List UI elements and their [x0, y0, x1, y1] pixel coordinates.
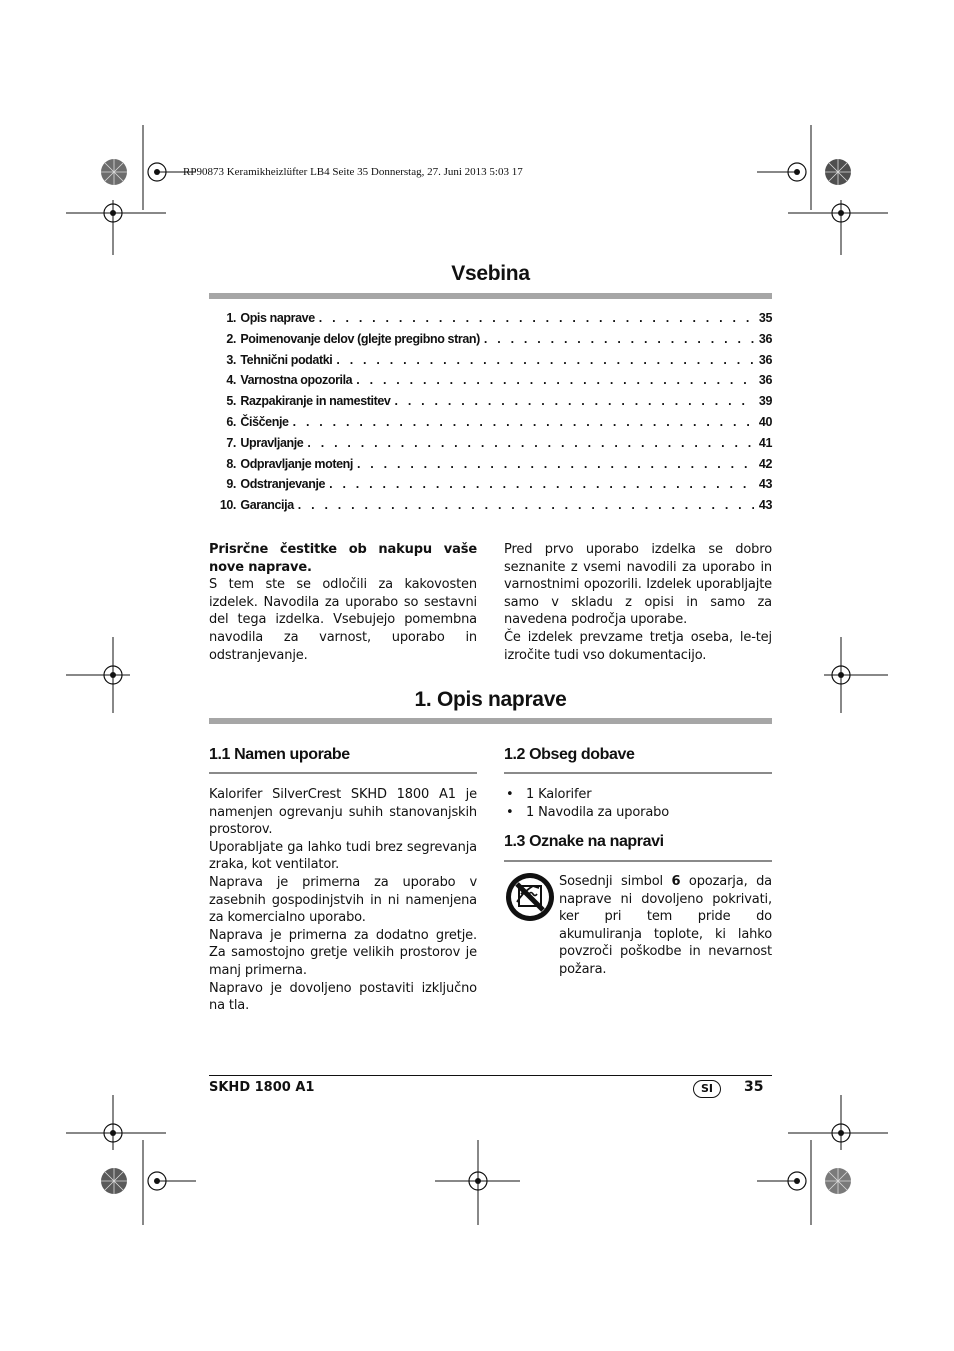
toc-number: 5.: [226, 394, 236, 409]
toc-title-bar: [209, 293, 772, 299]
intro-paragraph: Če izdelek prevzame tretja oseba, le-tej izročite tudi vso dokumentacijo.: [504, 629, 772, 663]
intro-left-column: [209, 541, 477, 664]
list-item: • 1 Navodila za uporabo: [504, 804, 772, 822]
marking-text-start: Sosednji simbol: [559, 874, 672, 889]
toc-title: Vsebina: [451, 262, 530, 285]
subsection-rule: [209, 772, 477, 774]
toc-leader: [294, 498, 754, 512]
toc-entry[interactable]: [209, 457, 772, 478]
intro-heading: Prisrčne čestitke ob nakupu vaše nove naprave.: [209, 542, 477, 575]
toc-entry-title: Odpravljanje motenj: [240, 456, 353, 471]
toc-entry-title: Čiščenje: [240, 414, 289, 429]
toc-number: 8.: [226, 456, 236, 471]
marking-text-end: opozarja, da naprave ni dovoljeno pokrivati, ker pri tem pride do akumuliranja toplote, ki lahko povzroči poškodbe in nevarnost požara.: [559, 874, 772, 977]
toc-number: 3.: [226, 352, 236, 367]
toc-number: 6.: [226, 414, 236, 429]
symbol-number: 6: [671, 874, 681, 889]
toc-entry[interactable]: [209, 436, 772, 457]
toc-leader: [332, 353, 754, 367]
intro-right-column: [504, 541, 772, 664]
table-of-contents: [209, 311, 772, 519]
subsection-rule: [504, 772, 772, 774]
toc-entry-title: Razpakiranje in namestitev: [240, 394, 391, 409]
toc-page-number: 43: [758, 498, 772, 513]
toc-number: 2.: [226, 331, 236, 346]
toc-entry[interactable]: [209, 353, 772, 374]
toc-entry[interactable]: [209, 498, 772, 519]
print-slug: RP90873 Keramikheizlüfter LB4 Seite 35 Donnerstag, 27. Juni 2013 5:03 17: [183, 166, 523, 178]
paragraph: Uporabljate ga lahko tudi brez segrevanja zraka, kot ventilator.: [209, 839, 477, 873]
section-title-bar: [209, 718, 772, 724]
toc-entry[interactable]: [209, 332, 772, 353]
section-title: 1. Opis naprave: [414, 688, 567, 711]
toc-entry-title: Poimenovanje delov (glejte pregibno stran): [240, 331, 480, 346]
toc-page-number: 41: [758, 435, 772, 450]
toc-number: 7.: [226, 435, 236, 450]
intended-use-text: [209, 786, 477, 1015]
toc-number: 1.: [226, 311, 236, 325]
toc-entry[interactable]: [209, 311, 772, 332]
toc-number: 4.: [226, 373, 236, 388]
paragraph: Kalorifer SilverCrest SKHD 1800 A1 je namenjen ogrevanju suhih stanovanjskih prostorov.: [209, 787, 477, 838]
toc-entry-title: Garancija: [240, 498, 294, 513]
paragraph: Naprava je primerna za dodatno gretje. Za samostojno gretje velikih prostorov je manj primerna.: [209, 927, 477, 978]
toc-leader: [480, 332, 754, 346]
toc-entry-title: Upravljanje: [240, 435, 304, 450]
toc-page-number: 36: [758, 352, 772, 367]
toc-leader: [315, 311, 754, 325]
toc-entry[interactable]: [209, 373, 772, 394]
toc-page-number: 35: [758, 311, 772, 325]
toc-entry-title: Odstranjevanje: [240, 477, 326, 492]
toc-entry[interactable]: [209, 477, 772, 498]
subsection-title: 1.3 Oznake na napravi: [504, 833, 664, 850]
toc-leader: [303, 436, 754, 450]
footer-rule: [209, 1075, 772, 1076]
toc-leader: [390, 394, 754, 408]
toc-number: 9.: [226, 477, 236, 492]
toc-page-number: 40: [758, 414, 772, 429]
toc-leader: [352, 373, 754, 387]
language-badge: SI: [693, 1080, 721, 1098]
subsection-rule: [504, 860, 772, 862]
toc-leader: [289, 415, 754, 429]
toc-leader: [353, 457, 754, 471]
toc-entry[interactable]: [209, 415, 772, 436]
toc-number: 10.: [219, 498, 236, 513]
toc-entry-title: Opis naprave: [240, 311, 315, 325]
paragraph: Naprava je primerna za uporabo v zasebnih gospodinjstvih in ni namenjena za komercialno uporabo.: [209, 874, 477, 926]
subsection-title: 1.1 Namen uporabe: [209, 746, 350, 763]
page-number: 35: [744, 1079, 764, 1095]
toc-page-number: 42: [758, 456, 772, 471]
scope-of-delivery: [504, 786, 772, 821]
do-not-cover-icon: [505, 872, 555, 922]
intro-text: S tem ste se odločili za kakovosten izdelek. Navodila za uporabo so sestavni del tega izdelka. Vsebujejo pomembna navodila za varnost, uporabo in odstranjevanje.: [209, 577, 477, 663]
paragraph: Napravo je dovoljeno postaviti izključno na tla.: [209, 980, 477, 1014]
toc-leader: [325, 477, 754, 491]
toc-entry-title: Varnostna opozorila: [240, 373, 353, 388]
toc-page-number: 36: [758, 373, 772, 388]
marking-text: [559, 873, 772, 979]
footer-model: SKHD 1800 A1: [209, 1080, 315, 1095]
intro-paragraph: Pred prvo uporabo izdelka se dobro seznanite z vsemi navodili za uporabo in varnostnimi opozorili. Izdelek uporabljajte samo v skladu z opisi in samo za navedena področja uporabe.: [504, 542, 772, 628]
subsection-title: 1.2 Obseg dobave: [504, 746, 635, 763]
toc-page-number: 43: [758, 477, 772, 492]
toc-entry[interactable]: [209, 394, 772, 415]
toc-page-number: 39: [758, 394, 772, 409]
list-item: • 1 Kalorifer: [504, 786, 772, 804]
toc-entry-title: Tehnični podatki: [240, 352, 333, 367]
toc-page-number: 36: [758, 331, 772, 346]
